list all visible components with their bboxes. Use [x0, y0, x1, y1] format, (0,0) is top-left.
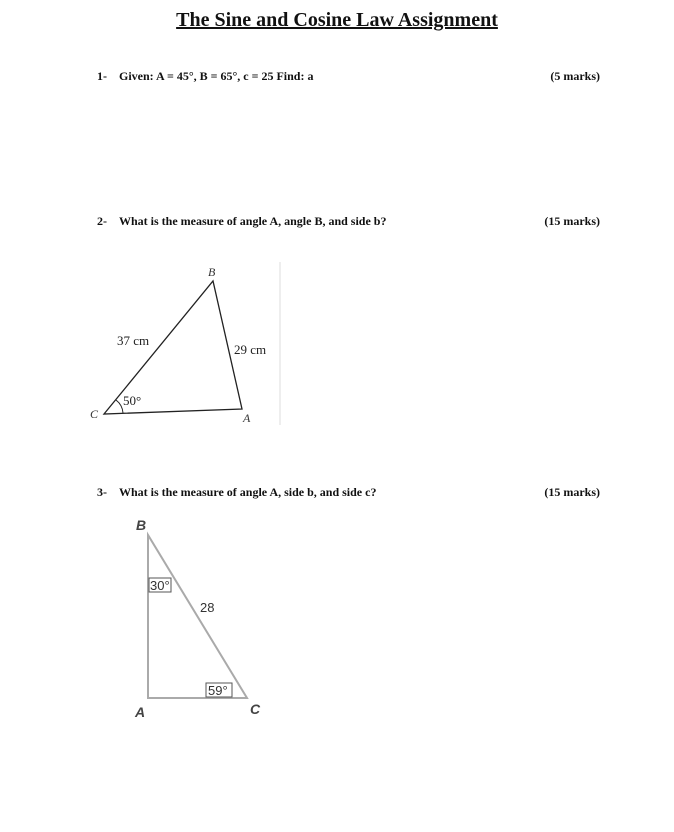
angle-b-label-3: 30° — [150, 578, 170, 593]
angle-c-label: 50° — [123, 393, 142, 408]
question-3-marks: (15 marks) — [544, 485, 600, 499]
question-2-marks: (15 marks) — [544, 214, 600, 228]
question-1-marks: (5 marks) — [550, 69, 600, 83]
vertex-c-label-3: C — [250, 701, 261, 717]
triangle-3 — [148, 535, 247, 698]
side-ba-label: 29 cm — [234, 342, 267, 357]
side-bc-label-3: 28 — [200, 600, 215, 615]
question-1-text: Given: A = 45°, B = 65°, c = 25 Find: a — [119, 69, 314, 83]
vertex-b-label: B — [208, 265, 216, 279]
vertex-a-label: A — [243, 411, 251, 425]
question-2-text: What is the measure of angle A, angle B, and side b? — [119, 214, 387, 228]
vertex-c-label: C — [90, 407, 99, 421]
angle-c-label-3: 59° — [208, 683, 228, 698]
vertex-a-label-3: A — [135, 704, 146, 720]
side-cb-label: 37 cm — [117, 333, 150, 348]
question-3-text: What is the measure of angle A, side b, and side c? — [119, 485, 377, 499]
vertex-b-label-3: B — [136, 517, 147, 533]
question-1-number: 1- — [97, 69, 107, 83]
question-3-number: 3- — [97, 485, 107, 499]
question-2-number: 2- — [97, 214, 107, 228]
page-title: The Sine and Cosine Law Assignment — [176, 9, 498, 31]
